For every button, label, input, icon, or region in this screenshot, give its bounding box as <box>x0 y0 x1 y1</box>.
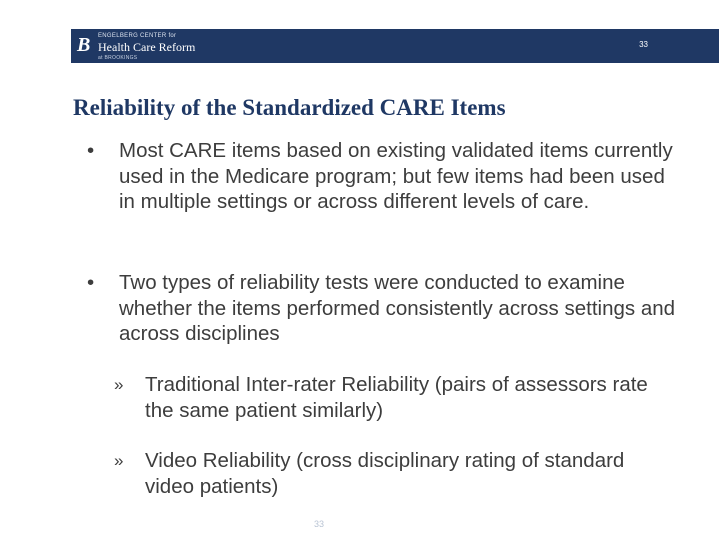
header-page-number: 33 <box>639 40 648 49</box>
sub-bullet-marker: » <box>114 451 124 470</box>
header-bar <box>71 29 719 63</box>
logo-main-text: Health Care Reform <box>98 40 196 54</box>
sub-bullet-text: Traditional Inter-rater Reliability (pairs of assessors rate the same patient similarly) <box>145 373 648 422</box>
bullet-marker: • <box>87 271 95 294</box>
logo-mark: B <box>77 34 91 56</box>
sub-bullet-marker: » <box>114 375 124 394</box>
footer-page-number: 33 <box>314 519 325 529</box>
brookings-logo <box>77 33 217 59</box>
sub-bullet-text: Video Reliability (cross disciplinary rating of standard video patients) <box>145 449 625 498</box>
logo-sub-text: at BROOKINGS <box>98 55 138 61</box>
bullet-marker: • <box>87 139 95 162</box>
bullet-text: Most CARE items based on existing validated items currently used in the Medicare program; but few items had been used in multiple settings or across different levels of care. <box>119 139 673 213</box>
bullet-text: Two types of reliability tests were conducted to examine whether the items performed consistently across settings and across disciplines <box>119 271 676 345</box>
logo-top-text: ENGELBERG CENTER for <box>98 33 177 39</box>
slide-title: Reliability of the Standardized CARE Items <box>73 95 506 120</box>
